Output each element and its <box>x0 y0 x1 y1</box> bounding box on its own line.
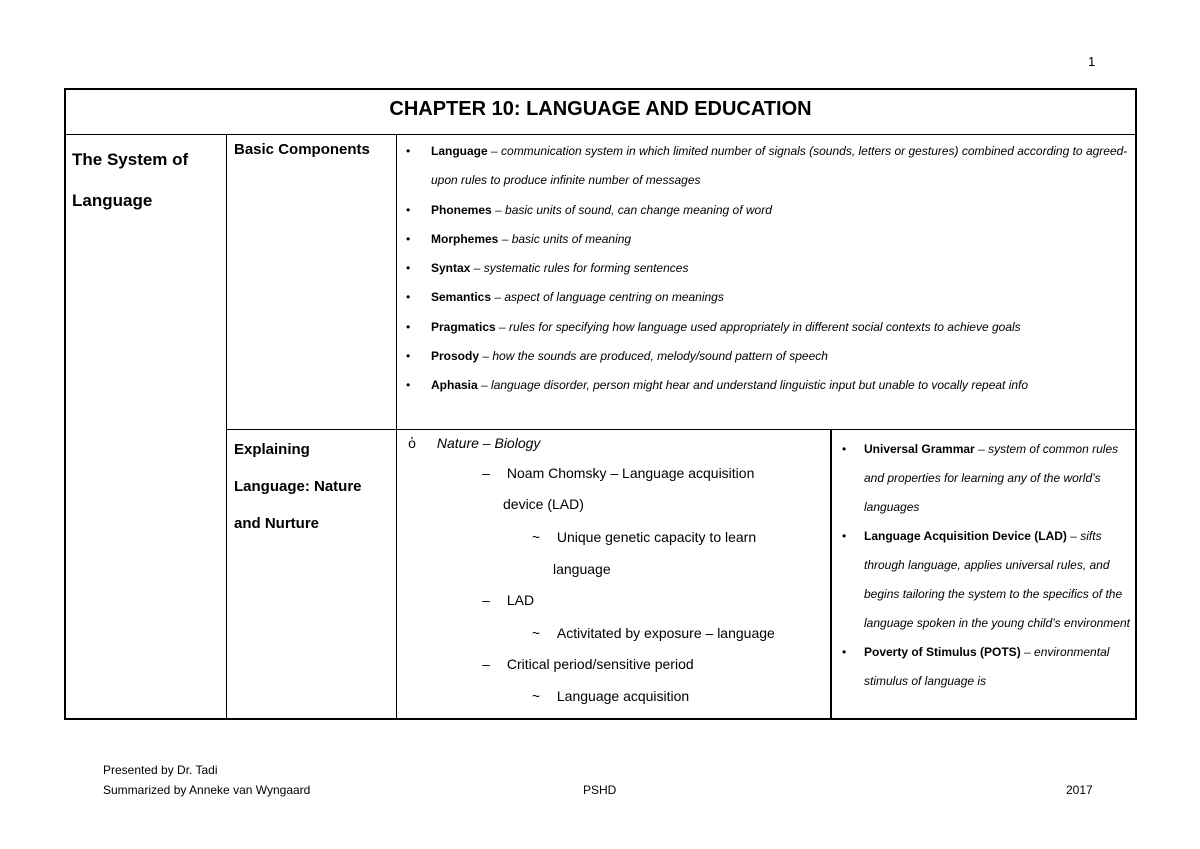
list-item <box>399 313 1134 342</box>
outline-level-3 <box>527 625 775 641</box>
list-item <box>399 196 1134 225</box>
outline-level-2 <box>477 592 534 608</box>
term: Morphemes <box>431 231 499 246</box>
list-item <box>834 435 1132 522</box>
outline-text: Unique genetic capacity to learn <box>556 529 757 545</box>
dash-icon: – <box>482 592 490 608</box>
tilde-icon: ~ <box>531 625 541 641</box>
footer-year: 2017 <box>1066 783 1093 797</box>
tilde-icon: ~ <box>531 688 541 704</box>
footer-summarized: Summarized by Anneke van Wyngaard <box>103 783 311 797</box>
list-item <box>399 371 1134 400</box>
list-item <box>399 342 1134 371</box>
section-heading-line: The System of <box>72 150 189 169</box>
explaining-heading-line: Explaining <box>234 441 310 458</box>
section-heading-line: Language <box>72 191 153 210</box>
definition: – basic units of meaning <box>498 231 632 246</box>
outline-text: Language acquisition <box>556 688 690 704</box>
page-number: 1 <box>1088 54 1096 69</box>
basic-components-heading: Basic Components <box>234 141 370 158</box>
term: Language Acquisition Device (LAD) <box>864 529 1067 543</box>
outline-continuation: device (LAD) <box>503 496 584 512</box>
term: Syntax <box>431 261 471 276</box>
outline-level-2 <box>477 465 754 481</box>
definition: – environmental stimulus of language is <box>864 645 1110 688</box>
term: Phonemes <box>431 202 492 217</box>
definition: – system of common rules and properties for learning any of the world’s languages <box>864 442 1119 514</box>
outline-level-3 <box>527 529 756 545</box>
summary-table <box>64 88 1137 720</box>
definition: – systematic rules for forming sentences <box>470 261 689 276</box>
column-divider-3 <box>830 429 832 720</box>
term: Poverty of Stimulus (POTS) <box>864 645 1021 659</box>
chapter-title: CHAPTER 10: LANGUAGE AND EDUCATION <box>389 98 812 120</box>
dash-icon: – <box>482 465 490 481</box>
definition: – communication system in which limited number of signals (sounds, letters or gestures) combined according to agreed-upon rules to produce infinite number of messages <box>431 144 1128 188</box>
row-divider <box>226 429 1135 430</box>
bullet-icon: ὁ <box>408 435 416 451</box>
term: Pragmatics <box>431 319 496 334</box>
outline-text: Critical period/sensitive period <box>506 656 694 672</box>
explaining-heading <box>234 431 399 542</box>
nature-title: Nature – Biology <box>436 435 541 451</box>
outline-text: Noam Chomsky – Language acquisition <box>506 465 755 481</box>
list-item <box>834 638 1132 696</box>
title-row <box>66 90 1135 135</box>
explaining-heading-line: and Nurture <box>234 515 320 532</box>
definition: – how the sounds are produced, melody/sound pattern of speech <box>479 349 828 364</box>
definition: – aspect of language centring on meanings <box>491 290 724 305</box>
outline-text: LAD <box>506 592 535 608</box>
section-heading <box>72 139 222 221</box>
outline-level-1 <box>403 435 540 451</box>
list-item <box>399 283 1134 312</box>
definition: – language disorder, person might hear and understand linguistic input but unable to vocally repeat info <box>477 378 1029 393</box>
term: Universal Grammar <box>864 442 975 456</box>
outline-text: Activitated by exposure – language <box>556 625 775 641</box>
definition: – sifts through language, applies universal rules, and begins tailoring the system to the specifics of the language spoken in the young child’s environment <box>864 529 1130 630</box>
footer-course: PSHD <box>583 783 617 797</box>
term: Language <box>431 144 488 158</box>
term: Semantics <box>431 290 492 305</box>
column-divider-1 <box>226 134 227 720</box>
basic-components-list <box>399 137 1134 401</box>
outline-level-2 <box>477 656 694 672</box>
list-item <box>834 522 1132 638</box>
dash-icon: – <box>482 656 490 672</box>
outline-continuation: language <box>553 561 611 577</box>
outline-level-3 <box>527 688 689 704</box>
term: Prosody <box>431 349 480 364</box>
definition: – rules for specifying how language used appropriately in different social contexts to achieve goals <box>495 319 1021 334</box>
tilde-icon: ~ <box>531 529 541 545</box>
definition: – basic units of sound, can change meaning of word <box>491 202 772 217</box>
list-item <box>399 137 1134 196</box>
column-divider-2 <box>396 134 397 720</box>
footer-presented: Presented by Dr. Tadi <box>103 763 218 777</box>
list-item <box>399 225 1134 254</box>
definitions-list <box>834 435 1132 696</box>
list-item <box>399 254 1134 283</box>
explaining-heading-line: Language: Nature <box>234 478 362 495</box>
term: Aphasia <box>431 378 478 393</box>
